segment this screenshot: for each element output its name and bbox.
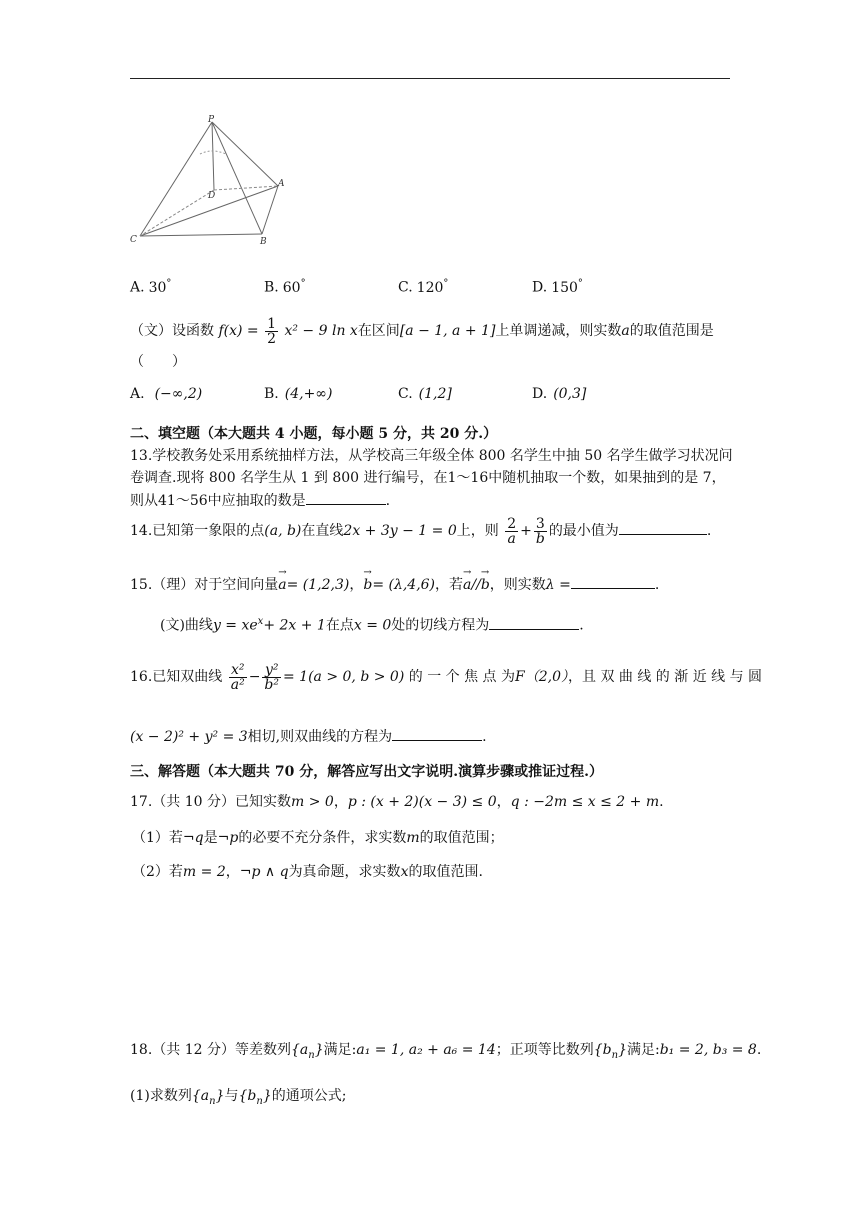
wen12-option-c: C. (1,2] <box>398 386 452 402</box>
q16-line1: 16.已知双曲线 $\frac{\text{x²}}{\text{a²}}$ − $\frac{\text{y²}}{\text{b²}}$ = 1(a > 0, b > 0) 的 一 个 焦 点 为F（2,0），且 双 曲 线 的 渐 近 线 与 圆 <box>130 661 763 693</box>
edge-BA <box>262 186 278 234</box>
q14-answer-blank <box>619 520 707 535</box>
q17-question: 17.（共 10 分）已知实数m > 0，p : (x + 2)(x − 3) ≤ 0，q : −2m ≤ x ≤ 2 + m. <box>130 794 664 810</box>
q13-line2: 卷调查.现将 800 名学生从 1 到 800 进行编号，在1～16中随机抽取一个数，如果抽到的是 7， <box>130 470 726 486</box>
q13-line3: 则从41～56中应抽取的数是 . <box>130 490 390 511</box>
q15-answer-blank <box>571 574 655 589</box>
edge-PC <box>140 122 212 236</box>
q16-line2: (x − 2)² + y² = 3相切,则双曲线的方程为 . <box>130 726 487 747</box>
q15w-question: (文)曲线$y = xe^x+ 2x + 1$在点x = 0处的切线方程为 . <box>160 616 584 634</box>
q14-question: 14.已知第一象限的点(a, b)在直线2x + 3y − 1 = 0上，则 $\frac{2}{a}$ + $\frac{3}{b}$ 的最小值为 . <box>130 515 712 547</box>
q17-part1: （1）若¬q是¬p的必要不充分条件，求实数m的取值范围； <box>132 830 504 846</box>
pyramid-figure <box>128 112 288 252</box>
q12-option-a: A. 30° <box>130 278 172 296</box>
q16-answer-blank <box>392 726 482 741</box>
q15w-answer-blank <box>489 615 579 630</box>
wen12-option-d: D. (0,3] <box>532 386 587 402</box>
q18-part1: (1)求数列$\{a_n\}$与$\{b_n\}$的通项公式; <box>130 1088 347 1107</box>
wen12-paren: （ ） <box>130 354 186 370</box>
q15-question: 15.（理）对于空间向量→ a= (1,2,3)，→ b= (λ,4,6)，若→ a//→ b，则实数λ = . <box>130 574 659 595</box>
label-C: C <box>130 235 137 245</box>
wen12-question: （文）设函数 f(x) = $\frac{1}{2}$ x² − 9 ln x在区间[a − 1, a + 1]上单调递减，则实数a的取值范围是 <box>130 315 714 347</box>
section2-heading: 二、填空题（本大题共 4 小题，每小题 5 分，共 20 分.） <box>130 426 498 442</box>
section3-heading: 三、解答题（本大题共 70 分，解答应写出文字说明.演算步骤或推证过程.） <box>130 764 603 780</box>
q18-question: 18.（共 12 分）等差数列$\{a_n\}$满足:a₁ = 1, a₂ + a₆ = 14；正项等比数列$\{b_n\}$满足:b₁ = 2, b₃ = 8. <box>130 1042 762 1061</box>
q12-option-b: B. 60° <box>264 278 306 296</box>
wen12-option-b: B. (4,+∞) <box>264 386 333 402</box>
wen12-option-a: A. (−∞,2) <box>130 386 203 402</box>
label-P: P <box>208 115 215 125</box>
q13-line1: 13.学校教务处采用系统抽样方法，从学校高三年级全体 800 名学生中抽 50 名学生做学习状况问 <box>130 448 733 464</box>
edge-PA <box>212 122 278 186</box>
label-A: A <box>278 179 285 189</box>
label-B: B <box>260 237 267 247</box>
header-rule <box>130 78 730 79</box>
edge-CB <box>140 234 262 236</box>
q12-option-c: C. 120° <box>398 278 449 296</box>
edge-PB <box>212 122 262 234</box>
q12-option-d: D. 150° <box>532 278 583 296</box>
label-D: D <box>208 191 216 201</box>
edge-PD <box>212 122 214 190</box>
q13-answer-blank <box>306 490 386 505</box>
q17-part2: （2）若m = 2，¬p ∧ q为真命题，求实数x的取值范围. <box>132 864 483 880</box>
